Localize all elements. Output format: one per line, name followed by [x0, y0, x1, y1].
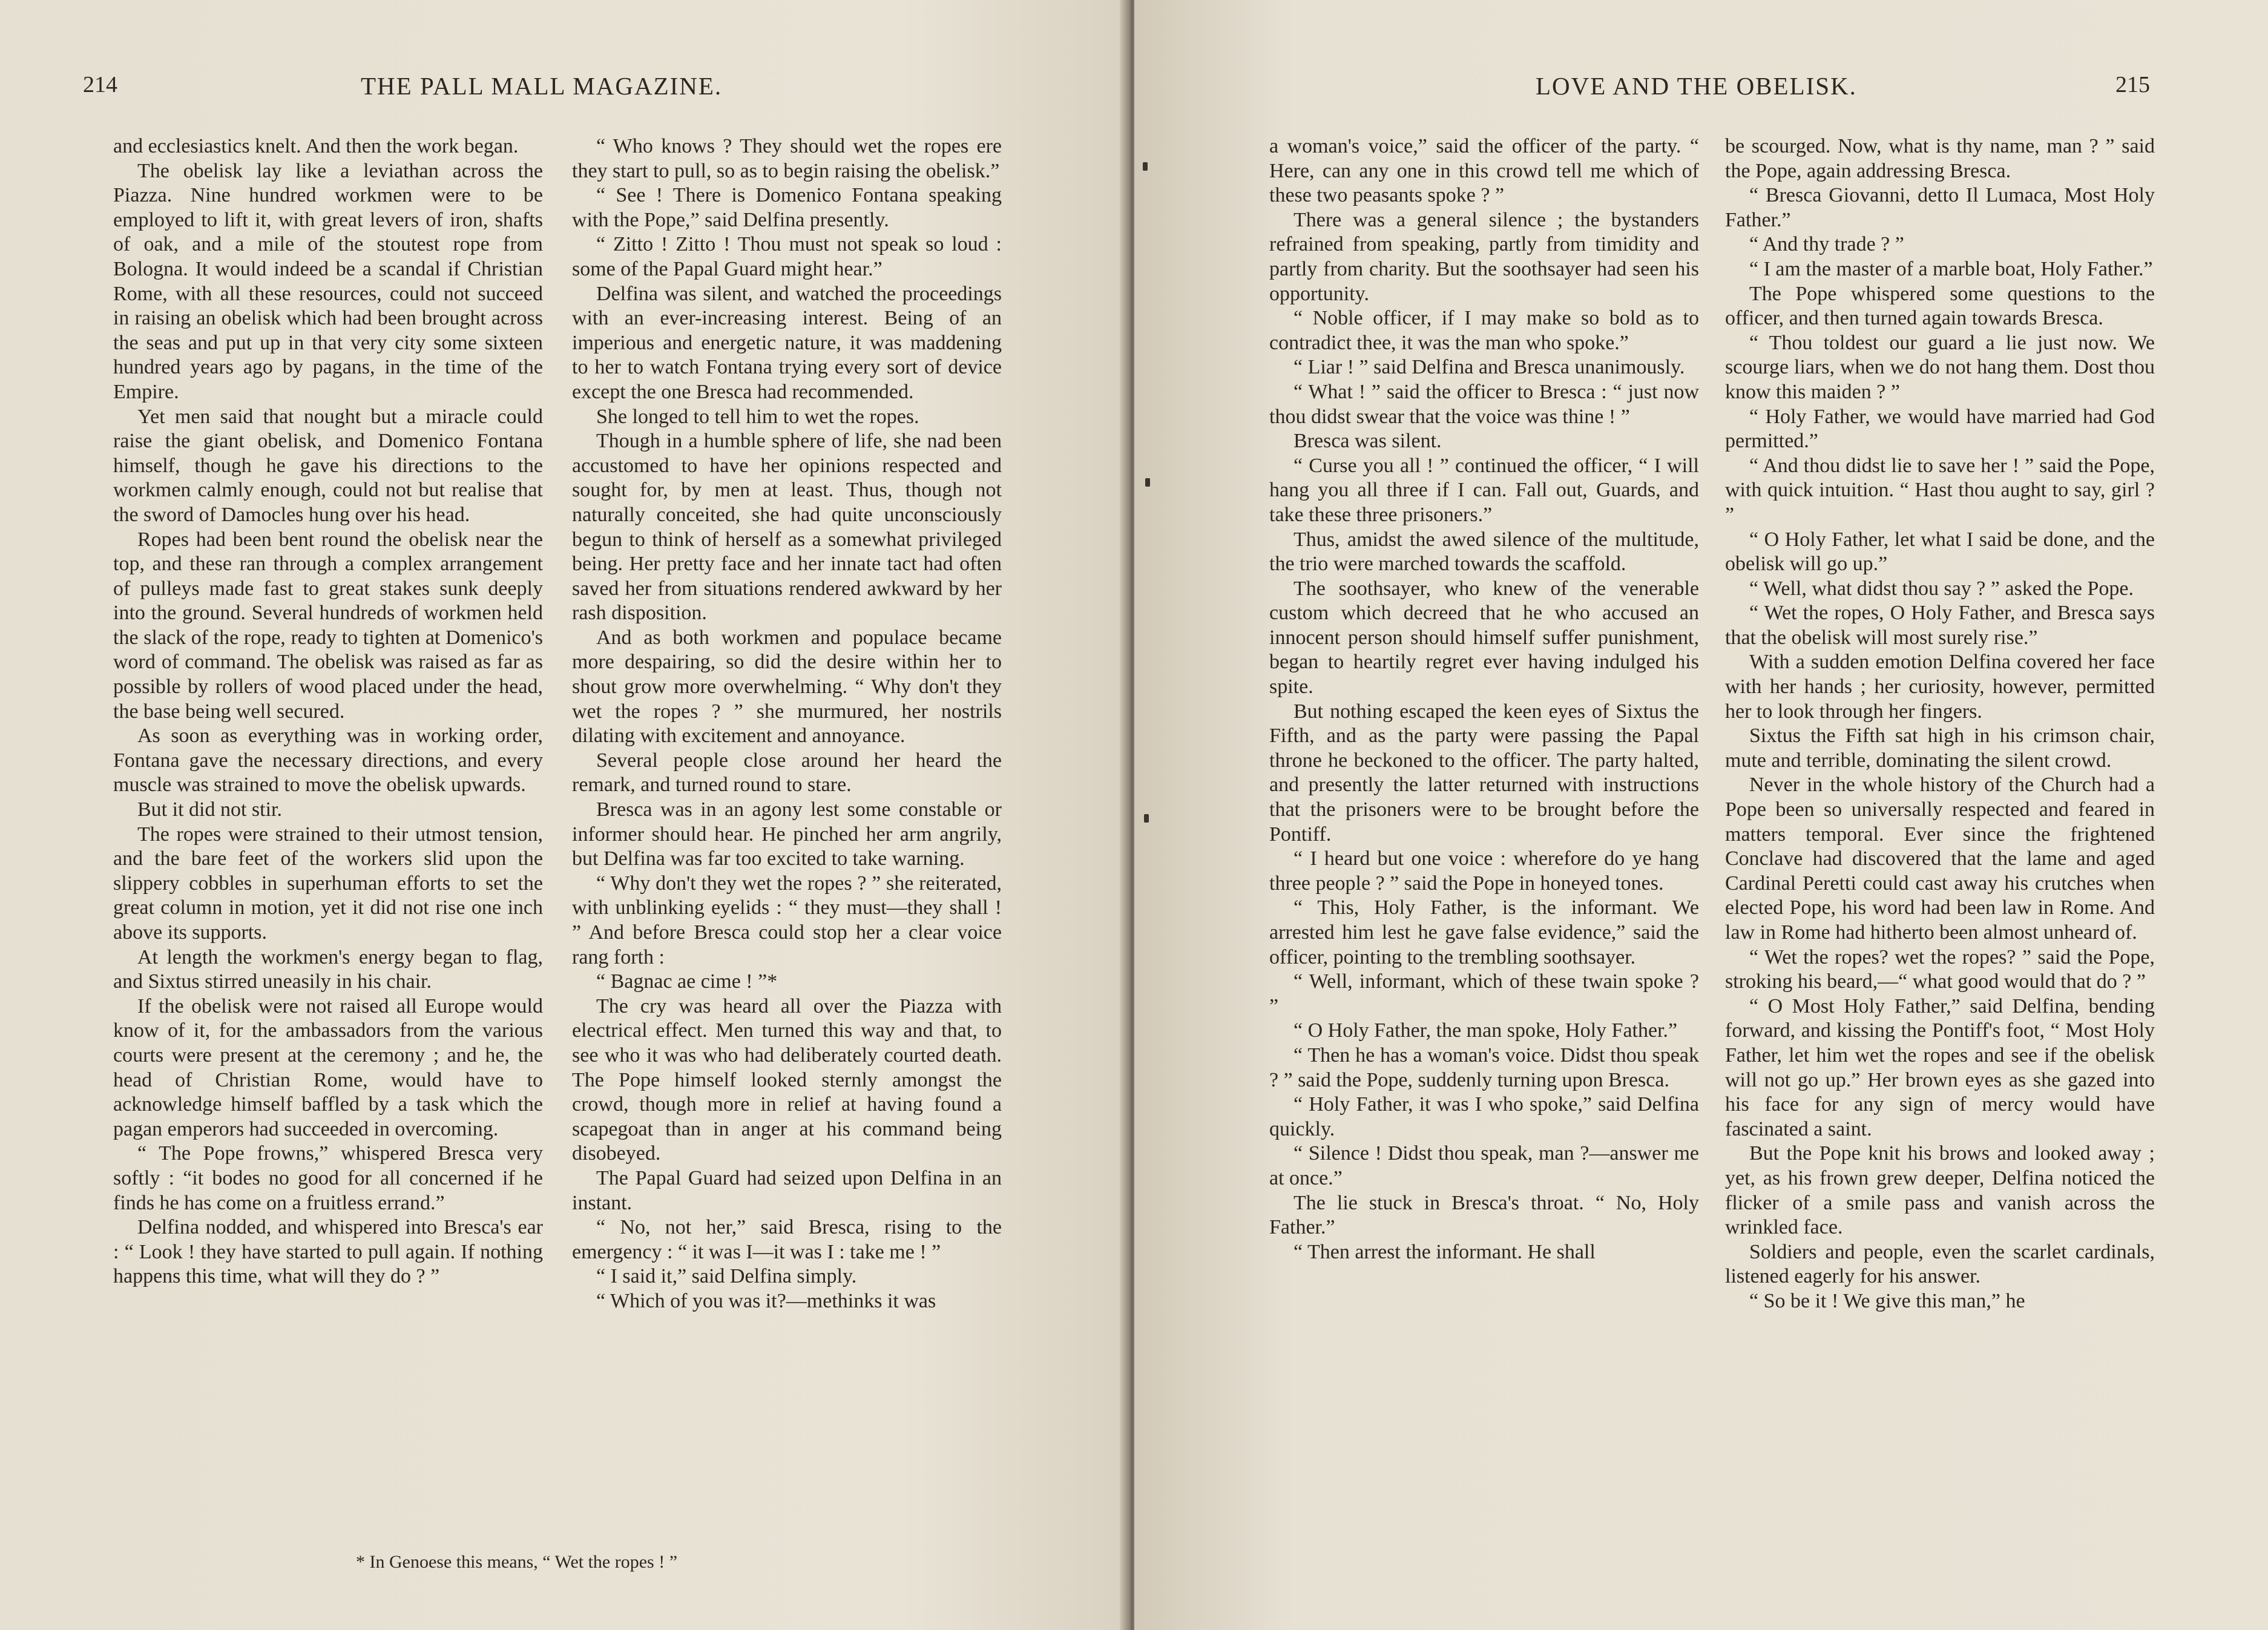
right-column-2 — [1725, 134, 2155, 1314]
page-number-left: 214 — [83, 72, 117, 97]
paragraph: “ Wet the ropes? wet the ropes? ” said the Pope, stroking his beard,—“ what good would that do ? ” — [1725, 945, 2155, 993]
paragraph: “ Zitto ! Zitto ! Thou must not speak so loud : some of the Papal Guard might hear.” — [572, 233, 1002, 280]
paragraph: “ And thy trade ? ” — [1749, 233, 1904, 256]
paragraph: The soothsayer, who knew of the venerable custom which decreed that he who accused an innocent person should himself suffer punishment, began to heartily regret ever having indulged his spite. — [1269, 577, 1699, 698]
paragraph: And as both workmen and populace became more despairing, so did the desire within her to shout grow more overwhelming. “ Why don't they wet the ropes ? ” she murmured, her nostrils dilating with excitement and annoyance. — [572, 626, 1002, 748]
left-column-1 — [113, 134, 543, 1289]
paragraph: “ Silence ! Didst thou speak, man ?—answer me at once.” — [1269, 1142, 1699, 1189]
paragraph: Ropes had been bent round the obelisk near the top, and these ran through a complex arrangement of pulleys made fast to great stakes sunk deeply into the ground. Several hundreds of workmen held the slack of the rope, ready to tighten at Domenico's word of command. The obelisk was raised as far as possible by rollers of wood placed under the head, the base being well secured. — [113, 528, 543, 723]
paragraph: “ Who knows ? They should wet the ropes ere they start to pull, so as to begin raising the obelisk.” — [572, 135, 1002, 182]
paragraph: Never in the whole history of the Church had a Pope been so universally respected and feared in matters temporal. Ever since the frightened Conclave had discovered that the lame and aged Cardinal Peretti could cast away his crutches when elected Pope, his word had been law in Rome. And law in Rome had hitherto been almost unheard of. — [1725, 774, 2155, 944]
paragraph: “ Which of you was it?—methinks it was — [596, 1289, 936, 1312]
paragraph: Several people close around her heard the remark, and turned round to stare. — [572, 749, 1002, 797]
margin-mark — [1143, 162, 1148, 171]
paragraph: “ So be it ! We give this man,” he — [1749, 1289, 2025, 1312]
paragraph: “ The Pope frowns,” whispered Bresca very softly : “it bodes no good for all concerned if he finds he has come on a fruitless errand.” — [113, 1142, 543, 1214]
footnote: * In Genoese this means, “ Wet the ropes ! ” — [356, 1552, 678, 1572]
paragraph: “ Thou toldest our guard a lie just now. We scourge liars, when we do not hang them. Dost thou know this maiden ? ” — [1725, 331, 2155, 403]
paragraph: “ Bresca Giovanni, detto Il Lumaca, Most Holy Father.” — [1725, 184, 2155, 231]
paragraph: But it did not stir. — [137, 798, 282, 821]
paragraph: Yet men said that nought but a miracle could raise the giant obelisk, and Domenico Fontana himself, though he gave his directions to the workmen calmly enough, could not but realise that the sword of Damocles hung over his head. — [113, 405, 543, 526]
margin-mark — [1145, 478, 1150, 487]
paragraph: The Pope whispered some questions to the officer, and then turned again towards Bresca. — [1725, 282, 2155, 330]
paragraph: “ Then he has a woman's voice. Didst thou speak ? ” said the Pope, suddenly turning upon Bresca. — [1269, 1043, 1699, 1091]
paragraph: a woman's voice,” said the officer of the party. “ Here, can any one in this crowd tell me which of these two peasants spoke ? ” — [1269, 135, 1699, 207]
paragraph: and ecclesiastics knelt. And then the work began. — [113, 135, 519, 157]
running-head-right: LOVE AND THE OBELISK. — [1536, 72, 1857, 100]
paragraph: The obelisk lay like a leviathan across the Piazza. Nine hundred workmen were to be employed to lift it, with great levers of iron, shafts of oak, and a mile of the stoutest rope from Bologna. It would indeed be a scandal if Christian Rome, with all these resources, could not succeed in raising an obelisk which had been brought across the seas and put up in that very city some sixteen hundred years ago by pagans, in the time of the Empire. — [113, 159, 543, 403]
paragraph: But the Pope knit his brows and looked away ; yet, as his frown grew deeper, Delfina noticed the flicker of a smile pass and vanish across the wrinkled face. — [1725, 1142, 2155, 1239]
paragraph: Soldiers and people, even the scarlet cardinals, listened eagerly for his answer. — [1725, 1240, 2155, 1288]
paragraph: But nothing escaped the keen eyes of Sixtus the Fifth, and as the party were passing the Papal throne he beckoned to the officer. The party halted, and presently the latter returned with instructions that the prisoners were to be brought before the Pontiff. — [1269, 700, 1699, 846]
paragraph: “ Then arrest the informant. He shall — [1293, 1240, 1596, 1263]
paragraph: “ I heard but one voice : wherefore do ye hang three people ? ” said the Pope in honeyed tones. — [1269, 847, 1699, 895]
paragraph: Delfina was silent, and watched the proceedings with an ever-increasing interest. Being of an imperious and energetic nature, it was maddening to her to watch Fontana trying every sort of device except the one Bresca had recommended. — [572, 282, 1002, 403]
paragraph: “ O Holy Father, the man spoke, Holy Father.” — [1293, 1019, 1678, 1042]
paragraph: The lie stuck in Bresca's throat. “ No, Holy Father.” — [1269, 1191, 1699, 1239]
paragraph: There was a general silence ; the bystanders refrained from speaking, partly from timidity and partly from charity. But the soothsayer had seen his opportunity. — [1269, 208, 1699, 305]
paragraph: be scourged. Now, what is thy name, man ? ” said the Pope, again addressing Bresca. — [1725, 135, 2155, 182]
paragraph: Delfina nodded, and whispered into Bresca's ear : “ Look ! they have started to pull again. If nothing happens this time, what will they do ? ” — [113, 1216, 543, 1288]
paragraph: The cry was heard all over the Piazza with electrical effect. Men turned this way and that, to see who it was who had deliberately courted death. The Pope himself looked sternly amongst the crowd, though more in relief at having found a scapegoat than in anger at his command being disobeyed. — [572, 994, 1002, 1165]
paragraph: “ Bagnac ae cime ! ”* — [596, 970, 778, 993]
paragraph: Thus, amidst the awed silence of the multitude, the trio were marched towards the scaffold. — [1269, 528, 1699, 576]
paragraph: Though in a humble sphere of life, she nad been accustomed to have her opinions respected and sought for, by men at least. Thus, though not naturally conceited, she had quite unconsciously begun to think of herself as a somewhat privileged being. Her pretty face and her innate tact had often saved her from situations rendered awkward by her rash disposition. — [572, 430, 1002, 625]
left-page — [0, 0, 1127, 1630]
paragraph: At length the workmen's energy began to flag, and Sixtus stirred uneasily in his chair. — [113, 945, 543, 993]
paragraph: “ Wet the ropes, O Holy Father, and Bresca says that the obelisk will most surely rise.” — [1725, 602, 2155, 649]
paragraph: Bresca was silent. — [1293, 430, 1442, 453]
paragraph: “ Holy Father, it was I who spoke,” said Delfina quickly. — [1269, 1093, 1699, 1140]
paragraph: “ Noble officer, if I may make so bold as to contradict thee, it was the man who spoke.” — [1269, 307, 1699, 354]
paragraph: With a sudden emotion Delfina covered her face with her hands ; her curiosity, however, permitted her to look through her fingers. — [1725, 651, 2155, 723]
paragraph: As soon as everything was in working order, Fontana gave the necessary directions, and every muscle was strained to move the obelisk upwards. — [113, 725, 543, 797]
paragraph: “ Curse you all ! ” continued the officer, “ I will hang you all three if I can. Fall out, Guards, and take these three prisoners.” — [1269, 454, 1699, 526]
paragraph: “ I am the master of a marble boat, Holy Father.” — [1749, 257, 2153, 280]
paragraph: Bresca was in an agony lest some constable or informer should hear. He pinched her arm angrily, but Delfina was far too excited to take warning. — [572, 798, 1002, 870]
paragraph: She longed to tell him to wet the ropes. — [596, 405, 919, 428]
paragraph: “ O Most Holy Father,” said Delfina, bending forward, and kissing the Pontiff's foot, “ Most Holy Father, let him wet the ropes and see if the obelisk will not go up.” Her brown eyes as she gazed into his face for any sign of mercy would have fascinated a saint. — [1725, 994, 2155, 1140]
paragraph: “ I said it,” said Delfina simply. — [596, 1265, 857, 1288]
running-head-left: THE PALL MALL MAGAZINE. — [361, 72, 723, 100]
paragraph: If the obelisk were not raised all Europe would know of it, for the ambassadors from the various courts were present at the ceremony ; and he, the head of Christian Rome, would have to acknowledge himself baffled by a task which the pagan emperors had succeeded in overcoming. — [113, 994, 543, 1140]
right-column-1 — [1269, 134, 1699, 1264]
margin-mark — [1144, 814, 1149, 823]
right-page — [1134, 0, 2268, 1630]
left-column-2 — [572, 134, 1002, 1314]
paragraph: The Papal Guard had seized upon Delfina in an instant. — [572, 1166, 1002, 1214]
paragraph: “ Well, informant, which of these twain spoke ? ” — [1269, 970, 1699, 1017]
paragraph: “ See ! There is Domenico Fontana speaking with the Pope,” said Delfina presently. — [572, 184, 1002, 231]
paragraph: “ Liar ! ” said Delfina and Bresca unanimously. — [1293, 356, 1685, 379]
paragraph: “ This, Holy Father, is the informant. We arrested him lest he gave false evidence,” said the officer, pointing to the trembling soothsayer. — [1269, 896, 1699, 968]
paragraph: “ Why don't they wet the ropes ? ” she reiterated, with unblinking eyelids : “ they must—they shall ! ” And before Bresca could stop her a clear voice rang forth : — [572, 872, 1002, 968]
paragraph: “ No, not her,” said Bresca, rising to the emergency : “ it was I—it was I : take me ! ” — [572, 1216, 1002, 1263]
paragraph: “ Well, what didst thou say ? ” asked the Pope. — [1749, 577, 2134, 600]
paragraph: “ O Holy Father, let what I said be done, and the obelisk will go up.” — [1725, 528, 2155, 576]
paragraph: “ Holy Father, we would have married had God permitted.” — [1725, 405, 2155, 453]
paragraph: The ropes were strained to their utmost tension, and the bare feet of the workers slid upon the slippery cobbles in superhuman efforts to set the great column in motion, yet it did not rise one inch above its supports. — [113, 823, 543, 944]
paragraph: Sixtus the Fifth sat high in his crimson chair, mute and terrible, dominating the silent crowd. — [1725, 725, 2155, 772]
paragraph: “ What ! ” said the officer to Bresca : “ just now thou didst swear that the voice was thine ! ” — [1269, 380, 1699, 428]
page-number-right: 215 — [2115, 72, 2150, 97]
paragraph: “ And thou didst lie to save her ! ” said the Pope, with quick intuition. “ Hast thou aught to say, girl ? ” — [1725, 454, 2155, 526]
